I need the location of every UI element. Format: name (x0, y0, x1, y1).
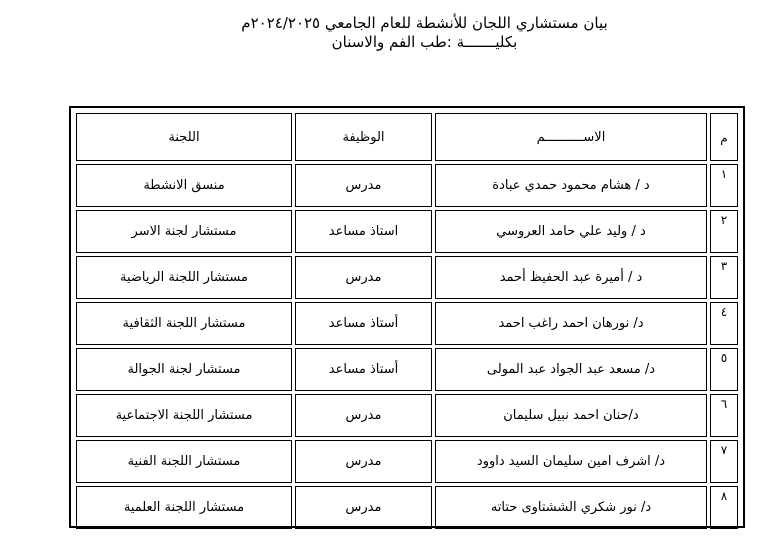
row-num: ١ (710, 164, 738, 207)
row-committee: مستشار لجنة الاسر (76, 210, 292, 253)
row-num: ٢ (710, 210, 738, 253)
row-job: مدرس (295, 440, 432, 483)
header-committee: اللجنة (76, 113, 292, 161)
row-name: د/ مسعد عبد الجواد عبد المولى (435, 348, 707, 391)
faculty-subtitle: بكليـــــــة :طب الفم والاسنان (331, 33, 518, 51)
row-name: د/ اشرف امين سليمان السيد داوود (435, 440, 707, 483)
header-name: الاســــــــــم (435, 113, 707, 161)
row-num: ٣ (710, 256, 738, 299)
row-num: ٤ (710, 302, 738, 345)
row-committee: منسق الانشطة (76, 164, 292, 207)
row-committee: مستشار اللجنة الرياضية (76, 256, 292, 299)
row-name: د / أميرة عبد الحفيظ أحمد (435, 256, 707, 299)
row-job: استاذ مساعد (295, 210, 432, 253)
row-committee: مستشار اللجنة الفنية (76, 440, 292, 483)
row-job: مدرس (295, 256, 432, 299)
row-committee: مستشار اللجنة الاجتماعية (76, 394, 292, 437)
row-num: ٨ (710, 486, 738, 529)
row-committee: مستشار اللجنة الثقافية (76, 302, 292, 345)
row-name: د / هشام محمود حمدي عبادة (435, 164, 707, 207)
row-job: مدرس (295, 486, 432, 529)
table-row (76, 302, 738, 345)
row-name: د/حنان احمد نبيل سليمان (435, 394, 707, 437)
table-row (76, 348, 738, 391)
table-row (76, 164, 738, 207)
header-num: م (710, 113, 738, 161)
row-job: مدرس (295, 164, 432, 207)
row-name: د / وليد علي حامد العروسي (435, 210, 707, 253)
table-row (76, 440, 738, 483)
table-row (76, 210, 738, 253)
row-num: ٦ (710, 394, 738, 437)
table-row (76, 486, 738, 529)
header-job: الوظيفة (295, 113, 432, 161)
document-title: بيان مستشاري اللجان للأنشطة للعام الجامعي ٢٠٢٤/٢٠٢٥م (241, 14, 608, 32)
row-num: ٧ (710, 440, 738, 483)
row-job: أستاذ مساعد (295, 348, 432, 391)
row-name: د/ نور شكري الششتاوى حتاته (435, 486, 707, 529)
table-row (76, 394, 738, 437)
row-job: مدرس (295, 394, 432, 437)
advisors-table (73, 110, 741, 532)
row-job: أستاذ مساعد (295, 302, 432, 345)
row-num: ٥ (710, 348, 738, 391)
row-committee: مستشار لجنة الجوالة (76, 348, 292, 391)
row-name: د/ نورهان احمد راغب احمد (435, 302, 707, 345)
row-committee: مستشار اللجنة العلمية (76, 486, 292, 529)
table-row (76, 256, 738, 299)
table-header-row (76, 113, 738, 161)
